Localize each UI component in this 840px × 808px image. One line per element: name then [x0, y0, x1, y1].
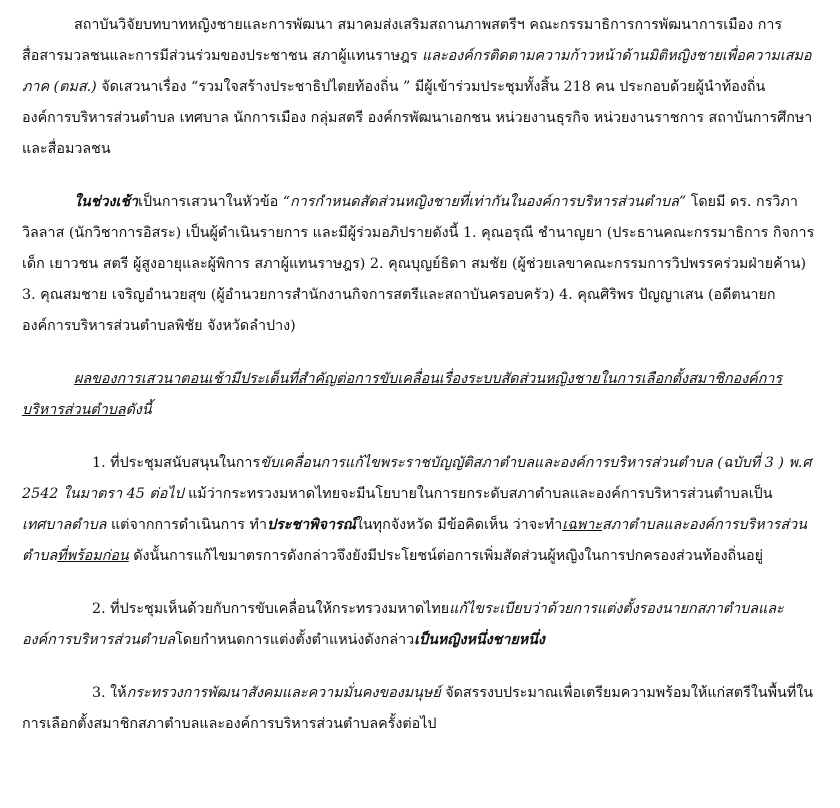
item3-i1: กระทรวงการพัฒนาสังคมและความมั่นคงของมนุษย์ — [126, 685, 441, 701]
item1-t5: ดังนั้นการแก้ไขมาตรการดังกล่าวจึงยังมีประโยชน์ต่อการเพิ่มสัดส่วนผู้หญิงในการปกครองส่วนท้องถิ่นอยู่ — [133, 548, 763, 564]
item1-bi1: ประชาพิจารณ์ — [266, 517, 356, 533]
item1-u1: เฉพาะ — [562, 517, 602, 533]
item1-t3: แต่จากการดำเนินการ ทำ — [110, 517, 267, 533]
paragraph-item-1 — [22, 448, 818, 572]
item1-t4: ในทุกจังหวัด มีข้อคิดเห็น ว่าจะทำ — [355, 517, 563, 533]
item3-t1: 3. ให้ — [92, 685, 127, 701]
paragraph-intro — [22, 10, 818, 165]
item1-i1: ขับเคลื่อนการแก้ไขพระราชบัญญัติสภาตำบลและองค์การบริหารส่วนตำบล (ฉบับที่ 3 ) พ.ศ 2542 ในมาตรา 45 ต่อไป — [22, 455, 812, 502]
item2-t2: โดยกำหนดการแต่งตั้งตำแหน่งดังกล่าว — [175, 632, 415, 648]
item1-i3: สภาตำบลและองค์การบริหารส่วนตำบล — [22, 517, 807, 564]
item1-t2: แม้ว่ากระทรวงมหาดไทยจะมีนโยบายในการยกระดับสภาตำบลและองค์การบริหารส่วนตำบลเป็น — [188, 486, 773, 502]
item1-i2: เทศบาลตำบล — [22, 517, 107, 533]
paragraph-morning-session — [22, 187, 818, 342]
paragraph-item-3 — [22, 678, 818, 740]
intro-text-2: จัดเสวนาเรื่อง “รวมใจสร้างประชาธิปไตยท้องถิ่น ” มีผู้เข้าร่วมประชุมทั้งสิ้น 218 คน ประกอบด้วยผู้นำท้องถิ่น องค์การบริหารส่วนตำบล เทศบาล นักการเมือง กลุ่มสตรี องค์กรพัฒนาเอกชน หน่วยงานธุรกิจ หน่วยงานราชการ สถาบันการศึกษา และสื่อมวลชน — [22, 79, 813, 157]
item1-t1: 1. ที่ประชุมสนับสนุนในการ — [92, 455, 261, 471]
intro-italic-org: และองค์กรติดตามความก้าวหน้าด้านมิติหญิงชายเพื่อความเสมอภาค (ตมส.) — [22, 48, 812, 95]
item3-t2: จัดสรรงบประมาณเพื่อเตรียมความพร้อมให้แก่สตรีในพื้นที่ในการเลือกตั้งสมาชิกสภาตำบลและองค์การบริหารส่วนตำบลครั้งต่อไป — [22, 685, 814, 732]
item2-i1: แก้ไขระเบียบว่าด้วยการแต่งตั้งรองนายกสภาตำบลและองค์การบริหารส่วนตำบล — [22, 601, 784, 648]
paragraph-item-2 — [22, 594, 818, 656]
morning-text-1: เป็นการเสวนาในหัวข้อ — [138, 194, 279, 210]
morning-lead: ในช่วงเช้า — [74, 194, 139, 210]
morning-text-2: โดยมี ดร. กรวิภา วิลลาส (นักวิชาการอิสระ) เป็นผู้ดำเนินรายการ และมีผู้ร่วมอภิปรายดังนี้ 1. คุณอรุณี ชำนาญยา (ประธานคณะกรรมาธิการ กิจการเด็ก เยาวชน สตรี ผู้สูงอายุและผู้พิการ สภาผู้แทนราษฎร) 2. คุณบุญย์ธิดา สมชัย (ผู้ช่วยเลขาคณะกรรมการวิปพรรคร่วมฝ่ายค้าน) 3. คุณสมชาย เจริญอำนวยสุข (ผู้อำนวยการสำนักงานกิจการสตรีและสถาบันครอบครัว) 4. คุณศิริพร ปัญญาเสน (อดีตนายกองค์การบริหารส่วนตำบลพิชัย จังหวัดลำปาง) — [22, 194, 815, 334]
item1-u2: ที่พร้อมก่อน — [57, 548, 129, 564]
morning-topic: “การกำหนดสัดส่วนหญิงชายที่เท่ากันในองค์การบริหารส่วนตำบล” — [282, 194, 687, 210]
intro-text: สถาบันวิจัยบทบาทหญิงชายและการพัฒนา สมาคมส่งเสริมสถานภาพสตรีฯ คณะกรรมาธิการการพัฒนาการเมือง การสื่อสารมวลชนและการมีส่วนร่วมของประชาชน สภาผู้แทนราษฎร — [22, 17, 783, 64]
paragraph-results-heading — [22, 364, 818, 426]
results-heading-underlined: ผลของการเสวนาตอนเช้ามีประเด็นที่สำคัญต่อการขับเคลื่อนเรื่องระบบสัดส่วนหญิงชายในการเลือกตั้งสมาชิกองค์การบริหารส่วนตำบล — [22, 371, 783, 418]
results-heading-tail: ดังนี้ — [125, 402, 152, 418]
item2-t1: 2. ที่ประชุมเห็นด้วยกับการขับเคลื่อนให้กระทรวงมหาดไทย — [92, 601, 450, 617]
item2-bi1: เป็นหญิงหนึ่งชายหนึ่ง — [414, 632, 545, 648]
